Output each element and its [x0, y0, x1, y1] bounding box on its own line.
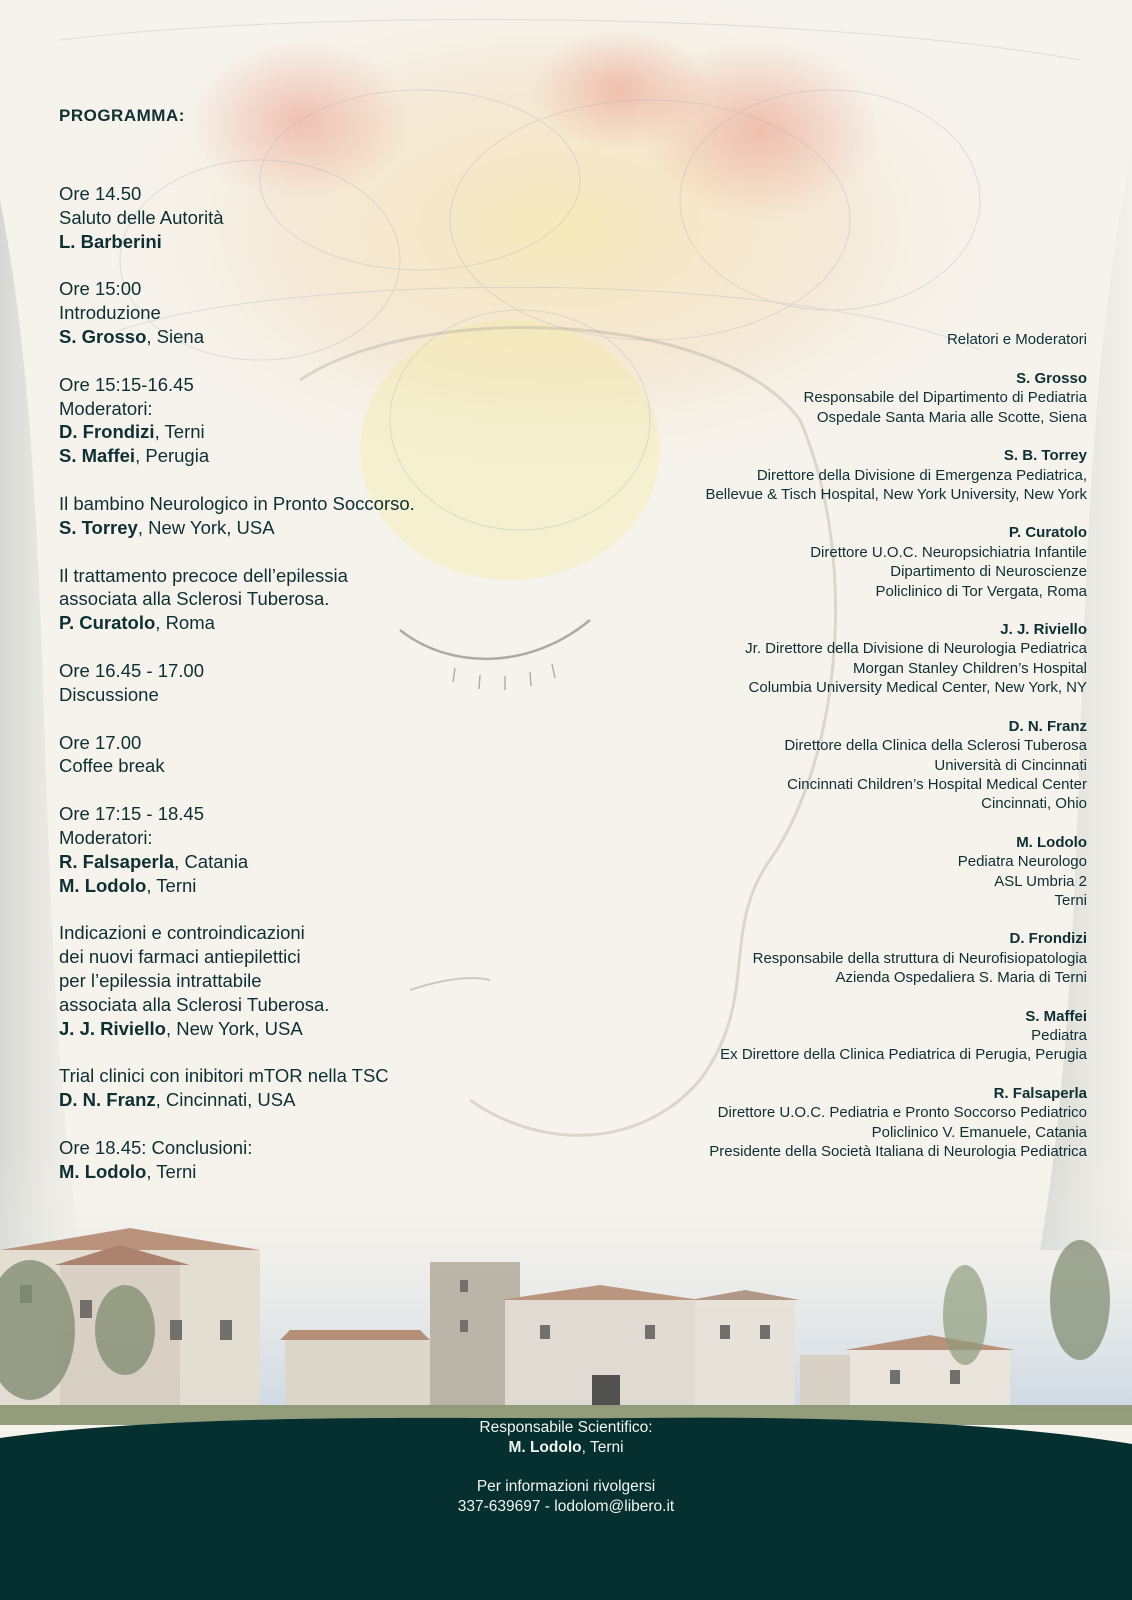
program-text: Discussione	[59, 683, 159, 705]
program-item	[59, 1136, 519, 1184]
program-text: , Siena	[146, 325, 204, 347]
program-item	[59, 277, 519, 348]
program-text: , Catania	[174, 850, 249, 872]
speaker-name: M. Lodolo	[1016, 833, 1087, 851]
program-text: , Cincinnati, USA	[155, 1089, 296, 1111]
program-text: Introduzione	[59, 302, 161, 324]
speaker-name: S. Maffei	[1025, 1007, 1087, 1025]
speaker-role: Università di Cincinnati	[934, 756, 1087, 774]
program-line	[59, 874, 519, 898]
program-text: dei nuovi farmaci antiepilettici	[59, 946, 301, 968]
program-list	[59, 182, 519, 1184]
program-text: Ore 14.50	[59, 183, 142, 204]
program-line	[59, 1064, 519, 1088]
program-text: , New York, USA	[137, 516, 275, 538]
program-text: associata alla Sclerosi Tuberosa.	[59, 588, 330, 610]
footer-resp-name: M. Lodolo	[508, 1438, 582, 1456]
program-line	[59, 1160, 519, 1184]
program-item	[59, 1064, 519, 1112]
program-line	[59, 492, 519, 516]
speaker-entry	[567, 369, 1087, 427]
program-text: Ore 17:15 - 18.45	[59, 803, 205, 825]
program-line	[59, 1088, 519, 1112]
speakers-title: Relatori e Moderatori	[946, 331, 1087, 348]
program-text: associata alla Sclerosi Tuberosa.	[59, 993, 330, 1015]
program-line	[59, 587, 519, 611]
speaker-role: Azienda Ospedaliera S. Maria di Terni	[835, 969, 1087, 987]
program-text: Ore 15:15-16.45	[59, 373, 194, 395]
program-line	[59, 921, 519, 945]
speaker-role: Direttore U.O.C. Neuropsichiatria Infantile	[810, 543, 1087, 561]
program-text: , Roma	[155, 612, 215, 634]
speaker-entry	[567, 833, 1087, 911]
program-line	[59, 420, 519, 444]
program-text: Saluto delle Autorità	[59, 206, 224, 228]
program-line	[59, 659, 519, 683]
program-item	[59, 373, 519, 468]
speaker-entry	[567, 620, 1087, 698]
footer-info-label: Per informazioni rivolgersi	[476, 1478, 656, 1495]
program-text: per l’epilessia intrattabile	[59, 969, 262, 991]
speaker-name: J. J. Riviello	[1000, 621, 1087, 639]
speaker-name: P. Curatolo	[59, 612, 156, 634]
program-line	[59, 1017, 519, 1041]
speaker-role: Jr. Direttore della Divisione di Neurologia Pediatrica	[745, 640, 1087, 658]
speaker-name: S. Grosso	[1016, 370, 1087, 387]
speaker-name: L. Barberini	[59, 230, 162, 252]
program-item	[59, 731, 519, 779]
program-line	[59, 277, 519, 301]
speakers-section	[567, 330, 1087, 1180]
program-line	[59, 683, 519, 707]
speaker-role: Pediatra Neurologo	[957, 853, 1087, 871]
speaker-name: D. N. Franz	[59, 1089, 156, 1111]
speaker-name: R. Falsaperla	[59, 850, 175, 872]
program-line	[59, 564, 519, 588]
program-text: , Terni	[154, 421, 205, 443]
speaker-name: S. Grosso	[59, 325, 147, 347]
speaker-name: R. Falsaperla	[993, 1084, 1087, 1102]
speaker-name: S. B. Torrey	[1003, 447, 1087, 465]
program-item	[59, 492, 519, 540]
program-text: , Terni	[146, 874, 197, 896]
program-text: Ore 16.45 - 17.00	[59, 659, 205, 681]
program-text: Moderatori:	[59, 826, 153, 848]
speaker-entry	[567, 523, 1087, 601]
program-text: , New York, USA	[165, 1017, 303, 1039]
program-line	[59, 969, 519, 993]
speaker-name: D. Frondizi	[59, 421, 155, 443]
speaker-role: Responsabile del Dipartimento di Pediatria	[803, 389, 1087, 407]
speaker-role: Ospedale Santa Maria alle Scotte, Siena	[816, 408, 1087, 426]
program-line	[59, 1136, 519, 1160]
speaker-role: Presidente della Società Italiana di Neurologia Pediatrica	[709, 1143, 1087, 1160]
program-title: PROGRAMMA:	[59, 106, 185, 125]
footer	[0, 1408, 1132, 1600]
program-line	[59, 397, 519, 421]
speaker-name: D. N. Franz	[1008, 717, 1087, 735]
footer-resp-city: , Terni	[581, 1438, 624, 1456]
program-text: Il bambino Neurologico in Pronto Soccorso.	[59, 492, 415, 514]
speaker-role: Policlinico V. Emanuele, Catania	[871, 1123, 1087, 1141]
program-text: Moderatori:	[59, 397, 153, 419]
footer-contact: 337-639697 - lodolom@libero.it	[457, 1497, 675, 1515]
program-line	[59, 802, 519, 826]
program-text: Ore 18.45: Conclusioni:	[59, 1136, 253, 1158]
program-line	[59, 731, 519, 755]
speaker-role: Dipartimento di Neuroscienze	[890, 563, 1087, 581]
speaker-entry	[567, 1084, 1087, 1162]
footer-resp-label: Responsabile Scientifico:	[479, 1419, 653, 1436]
speaker-list	[567, 369, 1087, 1161]
speaker-role: Ex Direttore della Clinica Pediatrica di Perugia, Perugia	[720, 1046, 1087, 1064]
speaker-role: Direttore U.O.C. Pediatria e Pronto Soccorso Pediatrico	[717, 1104, 1087, 1122]
speaker-role: Morgan Stanley Children’s Hospital	[852, 659, 1087, 677]
speaker-role: Terni	[1054, 891, 1087, 909]
program-text: Ore 15:00	[59, 278, 142, 300]
speaker-role: Pediatra	[1031, 1026, 1087, 1044]
program-line	[59, 206, 519, 230]
speaker-role: Cincinnati Children’s Hospital Medical Center	[787, 775, 1087, 793]
program-item	[59, 802, 519, 897]
speaker-entry	[567, 1007, 1087, 1065]
program-line	[59, 516, 519, 540]
speaker-role: Direttore della Divisione di Emergenza Pediatrica,	[756, 466, 1087, 484]
speaker-name: M. Lodolo	[59, 874, 147, 896]
speaker-name: M. Lodolo	[59, 1160, 147, 1182]
program-section	[59, 106, 519, 1208]
speaker-role: Columbia University Medical Center, New York, NY	[748, 679, 1087, 697]
speaker-role: Policlinico di Tor Vergata, Roma	[875, 582, 1087, 600]
program-line	[59, 444, 519, 468]
program-item	[59, 564, 519, 635]
program-line	[59, 993, 519, 1017]
speaker-name: S. Torrey	[59, 516, 138, 538]
speaker-role: Bellevue & Tisch Hospital, New York University, New York	[705, 486, 1087, 504]
speaker-role: Direttore della Clinica della Sclerosi Tuberosa	[784, 737, 1087, 755]
program-text: Indicazioni e controindicazioni	[59, 922, 305, 944]
program-text: Coffee break	[59, 755, 165, 777]
program-item	[59, 921, 519, 1040]
speaker-role: Cincinnati, Ohio	[981, 795, 1087, 813]
program-line	[59, 182, 519, 206]
program-text: Il trattamento precoce dell’epilessia	[59, 564, 348, 586]
program-text: Ore 17.00	[59, 731, 142, 753]
program-line	[59, 945, 519, 969]
speaker-name: J. J. Riviello	[59, 1017, 166, 1039]
program-line	[59, 850, 519, 874]
speaker-name: P. Curatolo	[1008, 524, 1087, 542]
program-line	[59, 826, 519, 850]
program-line	[59, 230, 519, 254]
speaker-entry	[567, 929, 1087, 987]
program-line	[59, 373, 519, 397]
program-item	[59, 659, 519, 707]
program-text: , Perugia	[135, 445, 210, 467]
program-text: Trial clinici con inibitori mTOR nella TSC	[59, 1065, 389, 1087]
footer-resp-line	[0, 1438, 1132, 1458]
speaker-name: S. Maffei	[59, 445, 136, 467]
speaker-role: ASL Umbria 2	[994, 872, 1087, 890]
speaker-entry	[567, 446, 1087, 504]
program-item	[59, 182, 519, 253]
program-line	[59, 754, 519, 778]
speaker-role: Responsabile della struttura di Neurofisiopatologia	[752, 949, 1087, 967]
program-line	[59, 325, 519, 349]
speaker-entry	[567, 717, 1087, 814]
program-line	[59, 611, 519, 635]
speaker-name: D. Frondizi	[1009, 930, 1087, 948]
program-text: , Terni	[146, 1160, 197, 1182]
program-line	[59, 301, 519, 325]
